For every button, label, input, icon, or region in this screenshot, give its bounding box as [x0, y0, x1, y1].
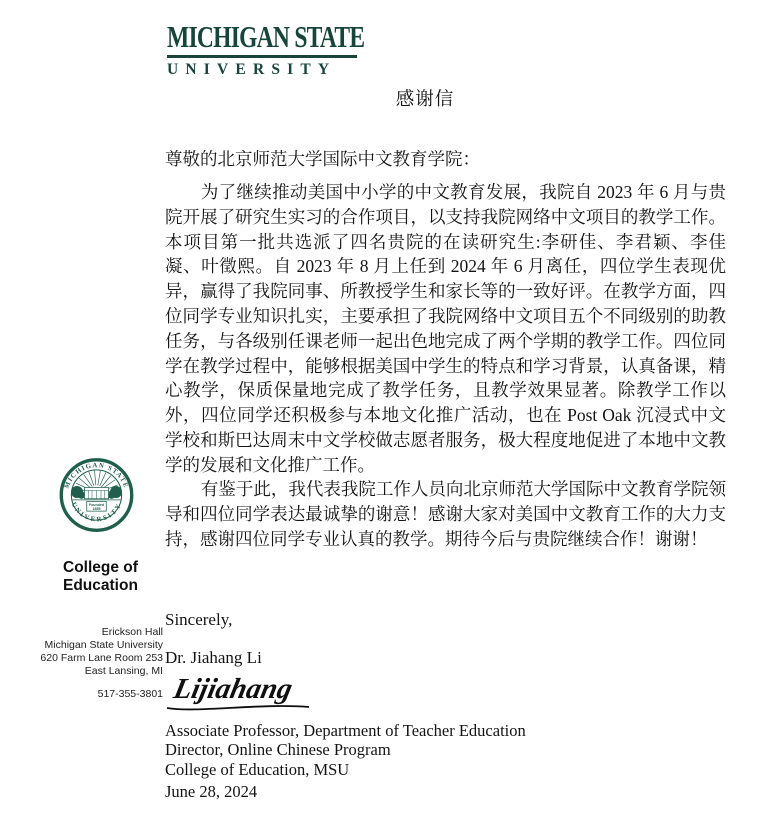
seal-founded-word: Founded [88, 502, 105, 507]
address-block [0, 626, 163, 678]
msu-wordmark-logo [167, 21, 367, 78]
seal-founded-banner [87, 501, 107, 511]
seal-top-text: MICHIGAN STATE [63, 462, 130, 490]
address-line: Erickson Hall [101, 626, 163, 638]
signature-text: Lijiahang [170, 673, 296, 705]
address-line: 620 Farm Lane Room 253 [40, 652, 163, 664]
closing-sincerely: Sincerely, [165, 610, 233, 629]
college-line2: Education [63, 577, 138, 594]
closing-title-line: Director, Online Chinese Program [165, 740, 391, 760]
wordmark-line2: UNIVERSITY [167, 61, 337, 78]
address-line: Michigan State University [44, 639, 163, 651]
closing-title-line: College of Education, MSU [165, 759, 350, 779]
closing-date: June 28, 2024 [165, 782, 258, 801]
letter-title: 感谢信 [395, 90, 455, 110]
seal-bottom-text: UNIVERSITY [69, 501, 124, 524]
address-line: East Lansing, MI [84, 665, 163, 677]
salutation-line: 尊敬的北京师范大学国际中文教育学院： [165, 149, 480, 169]
body-paragraph-2: 有鉴于此，我代表我院工作人员向北京师范大学国际中文教育学院领导和四位同学表达最诚挚的谢意！感谢大家对美国中文教育工作的大力支持，感谢四位同学专业认真的教学。期待今后与贵院继续合作！谢谢！ [165, 479, 726, 549]
handwritten-signature [163, 667, 318, 717]
closing-title-lines [165, 721, 526, 779]
closing-title-line: Associate Professor, Department of Teacher Education [165, 721, 526, 740]
signature-underline [167, 706, 309, 709]
signer-name: Dr. Jiahang Li [165, 648, 262, 667]
msu-seal-icon [59, 456, 134, 534]
wordmark-line1: MICHIGAN STATE [167, 19, 365, 54]
body-paragraph-1: 为了继续推动美国中小学的中文教育发展，我院自 2023 年 6 月与贵院开展了研究生实习的合作项目，以支持我院网络中文项目的教学工作。本项目第一批共选派了四名贵院的在读研究生:李研佳、李君颖、李佳凝、叶徵熙。自 2023 年 8 月上任到 2024 年 6 月离任，四位学生表现优异，赢得了我院同事、所教授学生和家长等的一致好评。在教学方面，四位同学专业知识扎实，主要承担了我院网络中文项目五个不同级别的助教任务，与各级别任课老师一起出色地完成了两个学期的教学工作。四位同学在教学过程中，能够根据美国中学生的特点和学习背景，认真备课，精心教学，保质保量地完成了教学任务，且教学效果显著。除教学工作以外，四位同学还积极参与本地文化推广活动，也在 Post Oak 沉浸式中文学校和斯巴达周末中文学校做志愿者服务，极大程度地促进了本地中文教学的发展和文化推广工作。 [165, 182, 726, 475]
phone-number: 517-355-3801 [97, 688, 163, 700]
college-line1: College of [63, 559, 138, 576]
wordmark-underline [167, 55, 357, 58]
college-name [63, 559, 138, 595]
seal-founded-year: 1855 [92, 507, 101, 511]
